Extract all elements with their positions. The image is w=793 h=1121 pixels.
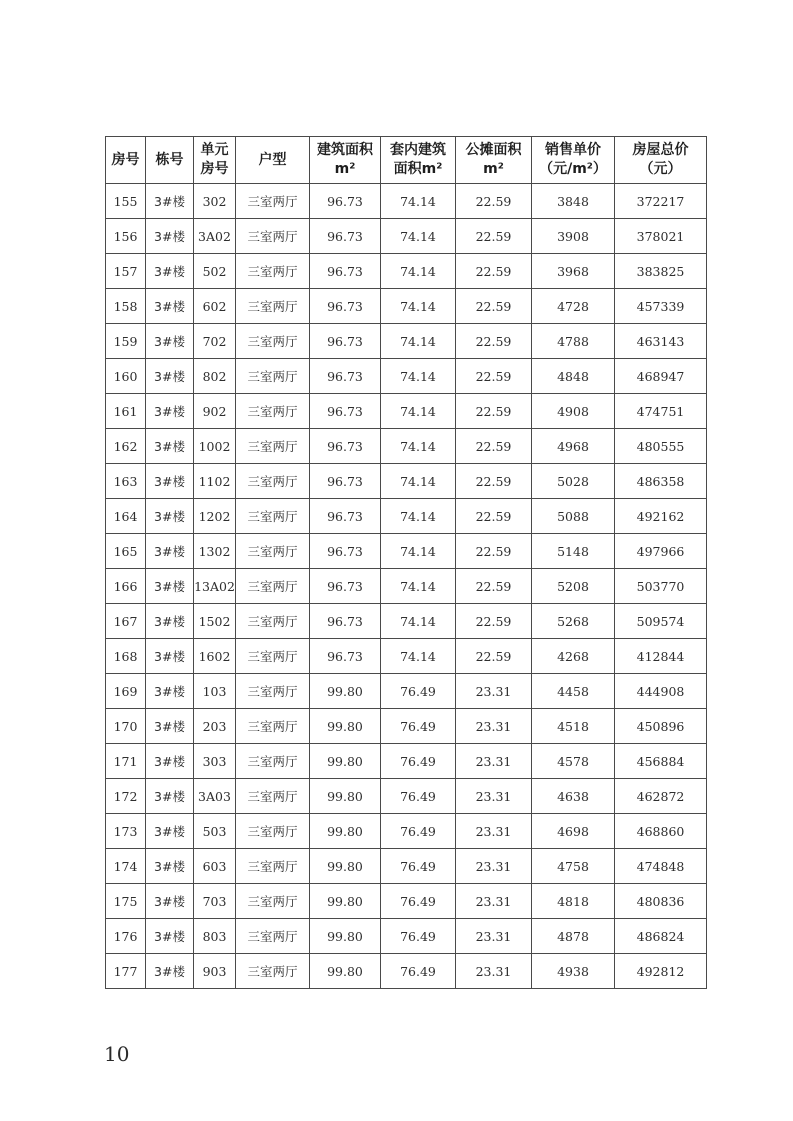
cell-building-number: 3#楼 xyxy=(146,289,194,324)
cell-room-number: 172 xyxy=(106,779,146,814)
cell-total-price: 480836 xyxy=(615,884,707,919)
cell-total-price: 468947 xyxy=(615,359,707,394)
cell-shared-area: 22.59 xyxy=(456,324,532,359)
cell-room-number: 162 xyxy=(106,429,146,464)
cell-shared-area: 22.59 xyxy=(456,219,532,254)
cell-total-price: 468860 xyxy=(615,814,707,849)
cell-interior-area: 74.14 xyxy=(381,429,456,464)
cell-shared-area: 22.59 xyxy=(456,289,532,324)
cell-unit-price: 4818 xyxy=(532,884,615,919)
cell-unit-room-number: 1002 xyxy=(194,429,236,464)
cell-unit-price: 4518 xyxy=(532,709,615,744)
cell-shared-area: 23.31 xyxy=(456,779,532,814)
cell-unit-price: 4788 xyxy=(532,324,615,359)
table-row xyxy=(106,919,707,954)
table-row xyxy=(106,289,707,324)
table-row xyxy=(106,429,707,464)
cell-total-price: 492812 xyxy=(615,954,707,989)
cell-building-area: 99.80 xyxy=(310,674,381,709)
cell-interior-area: 76.49 xyxy=(381,674,456,709)
cell-building-area: 96.73 xyxy=(310,534,381,569)
cell-layout: 三室两厅 xyxy=(236,359,310,394)
cell-room-number: 159 xyxy=(106,324,146,359)
cell-room-number: 170 xyxy=(106,709,146,744)
table-row xyxy=(106,674,707,709)
cell-shared-area: 22.59 xyxy=(456,254,532,289)
cell-interior-area: 76.49 xyxy=(381,744,456,779)
cell-room-number: 175 xyxy=(106,884,146,919)
cell-unit-price: 4458 xyxy=(532,674,615,709)
column-header-line: 单元 xyxy=(200,142,229,158)
cell-total-price: 474751 xyxy=(615,394,707,429)
cell-unit-price: 4268 xyxy=(532,639,615,674)
cell-building-area: 99.80 xyxy=(310,744,381,779)
cell-unit-price: 3908 xyxy=(532,219,615,254)
cell-interior-area: 76.49 xyxy=(381,814,456,849)
cell-unit-room-number: 103 xyxy=(194,674,236,709)
table-row xyxy=(106,954,707,989)
cell-total-price: 456884 xyxy=(615,744,707,779)
cell-building-number: 3#楼 xyxy=(146,464,194,499)
column-header-line: m² xyxy=(483,161,504,177)
column-header-line: 面积m² xyxy=(393,161,443,177)
table-row xyxy=(106,569,707,604)
cell-building-area: 99.80 xyxy=(310,954,381,989)
cell-unit-room-number: 13A02 xyxy=(194,569,236,604)
cell-unit-price: 4968 xyxy=(532,429,615,464)
cell-building-number: 3#楼 xyxy=(146,919,194,954)
header-layout xyxy=(236,137,310,184)
cell-room-number: 166 xyxy=(106,569,146,604)
cell-room-number: 176 xyxy=(106,919,146,954)
cell-unit-room-number: 1602 xyxy=(194,639,236,674)
table-row xyxy=(106,184,707,219)
column-header-line: （元/m²） xyxy=(539,161,607,177)
page-number: 10 xyxy=(104,1042,130,1066)
cell-building-area: 96.73 xyxy=(310,569,381,604)
cell-interior-area: 74.14 xyxy=(381,184,456,219)
cell-room-number: 167 xyxy=(106,604,146,639)
cell-layout: 三室两厅 xyxy=(236,849,310,884)
cell-room-number: 174 xyxy=(106,849,146,884)
cell-layout: 三室两厅 xyxy=(236,324,310,359)
cell-interior-area: 76.49 xyxy=(381,849,456,884)
cell-unit-room-number: 703 xyxy=(194,884,236,919)
cell-interior-area: 74.14 xyxy=(381,394,456,429)
cell-interior-area: 74.14 xyxy=(381,569,456,604)
cell-unit-price: 4848 xyxy=(532,359,615,394)
cell-building-area: 99.80 xyxy=(310,779,381,814)
cell-building-area: 96.73 xyxy=(310,639,381,674)
cell-unit-price: 5208 xyxy=(532,569,615,604)
cell-interior-area: 74.14 xyxy=(381,219,456,254)
cell-layout: 三室两厅 xyxy=(236,289,310,324)
cell-shared-area: 22.59 xyxy=(456,569,532,604)
cell-unit-room-number: 502 xyxy=(194,254,236,289)
header-room-number xyxy=(106,137,146,184)
cell-room-number: 161 xyxy=(106,394,146,429)
cell-unit-room-number: 203 xyxy=(194,709,236,744)
cell-interior-area: 74.14 xyxy=(381,534,456,569)
cell-unit-room-number: 1502 xyxy=(194,604,236,639)
cell-building-number: 3#楼 xyxy=(146,324,194,359)
cell-total-price: 450896 xyxy=(615,709,707,744)
cell-total-price: 509574 xyxy=(615,604,707,639)
cell-building-area: 96.73 xyxy=(310,394,381,429)
cell-shared-area: 23.31 xyxy=(456,674,532,709)
cell-room-number: 158 xyxy=(106,289,146,324)
cell-unit-room-number: 903 xyxy=(194,954,236,989)
cell-building-number: 3#楼 xyxy=(146,219,194,254)
cell-total-price: 372217 xyxy=(615,184,707,219)
table-row xyxy=(106,254,707,289)
cell-unit-room-number: 602 xyxy=(194,289,236,324)
cell-unit-price: 4938 xyxy=(532,954,615,989)
cell-unit-price: 4698 xyxy=(532,814,615,849)
cell-layout: 三室两厅 xyxy=(236,919,310,954)
header-unit-price xyxy=(532,137,615,184)
cell-layout: 三室两厅 xyxy=(236,814,310,849)
cell-building-number: 3#楼 xyxy=(146,709,194,744)
cell-shared-area: 22.59 xyxy=(456,429,532,464)
cell-building-number: 3#楼 xyxy=(146,534,194,569)
cell-unit-price: 3968 xyxy=(532,254,615,289)
cell-total-price: 457339 xyxy=(615,289,707,324)
cell-interior-area: 76.49 xyxy=(381,709,456,744)
cell-building-number: 3#楼 xyxy=(146,639,194,674)
cell-layout: 三室两厅 xyxy=(236,219,310,254)
cell-interior-area: 74.14 xyxy=(381,464,456,499)
cell-shared-area: 22.59 xyxy=(456,499,532,534)
cell-building-number: 3#楼 xyxy=(146,499,194,534)
cell-building-area: 99.80 xyxy=(310,709,381,744)
cell-interior-area: 74.14 xyxy=(381,359,456,394)
cell-total-price: 444908 xyxy=(615,674,707,709)
table-row xyxy=(106,744,707,779)
table-body xyxy=(106,184,707,989)
header-shared-area xyxy=(456,137,532,184)
column-header-line: 销售单价 xyxy=(545,142,601,158)
cell-unit-room-number: 702 xyxy=(194,324,236,359)
table-row xyxy=(106,849,707,884)
cell-interior-area: 76.49 xyxy=(381,884,456,919)
table-row xyxy=(106,814,707,849)
cell-room-number: 160 xyxy=(106,359,146,394)
cell-total-price: 503770 xyxy=(615,569,707,604)
cell-layout: 三室两厅 xyxy=(236,184,310,219)
cell-total-price: 383825 xyxy=(615,254,707,289)
cell-shared-area: 22.59 xyxy=(456,464,532,499)
cell-unit-room-number: 1102 xyxy=(194,464,236,499)
cell-room-number: 169 xyxy=(106,674,146,709)
housing-price-table xyxy=(105,136,707,989)
cell-shared-area: 23.31 xyxy=(456,814,532,849)
cell-layout: 三室两厅 xyxy=(236,394,310,429)
cell-shared-area: 22.59 xyxy=(456,639,532,674)
cell-room-number: 155 xyxy=(106,184,146,219)
table-row xyxy=(106,884,707,919)
column-header-line: 房屋总价 xyxy=(632,142,689,158)
cell-layout: 三室两厅 xyxy=(236,604,310,639)
header-unit-room-number xyxy=(194,137,236,184)
cell-total-price: 462872 xyxy=(615,779,707,814)
cell-layout: 三室两厅 xyxy=(236,709,310,744)
table-row xyxy=(106,779,707,814)
cell-total-price: 497966 xyxy=(615,534,707,569)
table-row xyxy=(106,639,707,674)
cell-total-price: 492162 xyxy=(615,499,707,534)
cell-building-area: 96.73 xyxy=(310,219,381,254)
table-row xyxy=(106,604,707,639)
cell-building-number: 3#楼 xyxy=(146,814,194,849)
cell-total-price: 463143 xyxy=(615,324,707,359)
cell-shared-area: 23.31 xyxy=(456,849,532,884)
cell-building-number: 3#楼 xyxy=(146,779,194,814)
cell-building-area: 96.73 xyxy=(310,464,381,499)
cell-building-number: 3#楼 xyxy=(146,184,194,219)
cell-building-area: 96.73 xyxy=(310,184,381,219)
cell-unit-price: 5148 xyxy=(532,534,615,569)
cell-total-price: 486824 xyxy=(615,919,707,954)
cell-interior-area: 76.49 xyxy=(381,779,456,814)
table-row xyxy=(106,394,707,429)
cell-building-area: 96.73 xyxy=(310,289,381,324)
cell-room-number: 177 xyxy=(106,954,146,989)
cell-layout: 三室两厅 xyxy=(236,954,310,989)
cell-unit-price: 4908 xyxy=(532,394,615,429)
cell-layout: 三室两厅 xyxy=(236,429,310,464)
cell-building-number: 3#楼 xyxy=(146,569,194,604)
cell-room-number: 171 xyxy=(106,744,146,779)
cell-building-area: 99.80 xyxy=(310,849,381,884)
table-row xyxy=(106,499,707,534)
cell-layout: 三室两厅 xyxy=(236,744,310,779)
cell-unit-room-number: 803 xyxy=(194,919,236,954)
cell-unit-room-number: 802 xyxy=(194,359,236,394)
cell-shared-area: 22.59 xyxy=(456,534,532,569)
cell-shared-area: 23.31 xyxy=(456,884,532,919)
cell-room-number: 156 xyxy=(106,219,146,254)
cell-room-number: 157 xyxy=(106,254,146,289)
cell-building-area: 96.73 xyxy=(310,254,381,289)
cell-shared-area: 23.31 xyxy=(456,744,532,779)
cell-building-area: 99.80 xyxy=(310,919,381,954)
cell-unit-price: 4638 xyxy=(532,779,615,814)
cell-interior-area: 74.14 xyxy=(381,289,456,324)
cell-shared-area: 22.59 xyxy=(456,604,532,639)
table-row xyxy=(106,709,707,744)
cell-building-number: 3#楼 xyxy=(146,884,194,919)
column-header-line: 户型 xyxy=(258,151,287,168)
cell-interior-area: 76.49 xyxy=(381,954,456,989)
cell-total-price: 378021 xyxy=(615,219,707,254)
cell-unit-price: 3848 xyxy=(532,184,615,219)
cell-building-area: 96.73 xyxy=(310,429,381,464)
cell-building-area: 96.73 xyxy=(310,359,381,394)
table-row xyxy=(106,324,707,359)
cell-building-area: 96.73 xyxy=(310,499,381,534)
cell-building-number: 3#楼 xyxy=(146,954,194,989)
cell-layout: 三室两厅 xyxy=(236,534,310,569)
cell-unit-room-number: 503 xyxy=(194,814,236,849)
cell-unit-price: 4878 xyxy=(532,919,615,954)
cell-layout: 三室两厅 xyxy=(236,254,310,289)
cell-shared-area: 23.31 xyxy=(456,954,532,989)
cell-building-area: 99.80 xyxy=(310,814,381,849)
cell-shared-area: 22.59 xyxy=(456,184,532,219)
header-building-area xyxy=(310,137,381,184)
cell-interior-area: 74.14 xyxy=(381,604,456,639)
cell-building-number: 3#楼 xyxy=(146,674,194,709)
cell-interior-area: 74.14 xyxy=(381,639,456,674)
table-row xyxy=(106,534,707,569)
cell-interior-area: 74.14 xyxy=(381,324,456,359)
cell-unit-room-number: 3A02 xyxy=(194,219,236,254)
cell-shared-area: 22.59 xyxy=(456,394,532,429)
cell-total-price: 480555 xyxy=(615,429,707,464)
cell-building-area: 96.73 xyxy=(310,324,381,359)
cell-unit-price: 5028 xyxy=(532,464,615,499)
cell-interior-area: 74.14 xyxy=(381,499,456,534)
cell-unit-price: 4578 xyxy=(532,744,615,779)
cell-layout: 三室两厅 xyxy=(236,464,310,499)
cell-unit-room-number: 603 xyxy=(194,849,236,884)
cell-unit-room-number: 1302 xyxy=(194,534,236,569)
cell-building-area: 99.80 xyxy=(310,884,381,919)
cell-building-number: 3#楼 xyxy=(146,604,194,639)
cell-unit-room-number: 3A03 xyxy=(194,779,236,814)
cell-total-price: 412844 xyxy=(615,639,707,674)
cell-building-number: 3#楼 xyxy=(146,429,194,464)
header-total-price xyxy=(615,137,707,184)
cell-room-number: 173 xyxy=(106,814,146,849)
header-building-number xyxy=(146,137,194,184)
cell-layout: 三室两厅 xyxy=(236,569,310,604)
cell-unit-room-number: 302 xyxy=(194,184,236,219)
cell-layout: 三室两厅 xyxy=(236,884,310,919)
cell-unit-price: 5268 xyxy=(532,604,615,639)
cell-building-number: 3#楼 xyxy=(146,849,194,884)
cell-building-number: 3#楼 xyxy=(146,744,194,779)
column-header-line: 房号 xyxy=(200,161,229,177)
cell-total-price: 486358 xyxy=(615,464,707,499)
column-header-line: （元） xyxy=(639,161,682,177)
cell-room-number: 163 xyxy=(106,464,146,499)
table-row xyxy=(106,464,707,499)
column-header-line: m² xyxy=(334,161,356,177)
cell-room-number: 164 xyxy=(106,499,146,534)
column-header-line: 房号 xyxy=(111,151,140,168)
column-header-line: 公摊面积 xyxy=(465,142,522,158)
cell-layout: 三室两厅 xyxy=(236,674,310,709)
cell-interior-area: 76.49 xyxy=(381,919,456,954)
table-row xyxy=(106,359,707,394)
cell-room-number: 165 xyxy=(106,534,146,569)
table-header xyxy=(106,137,707,184)
cell-unit-price: 4728 xyxy=(532,289,615,324)
table-row xyxy=(106,219,707,254)
column-header-line: 建筑面积 xyxy=(317,142,373,158)
cell-unit-room-number: 1202 xyxy=(194,499,236,534)
cell-total-price: 474848 xyxy=(615,849,707,884)
cell-unit-price: 5088 xyxy=(532,499,615,534)
cell-shared-area: 22.59 xyxy=(456,359,532,394)
table-header-row xyxy=(106,137,707,184)
cell-unit-room-number: 303 xyxy=(194,744,236,779)
cell-building-number: 3#楼 xyxy=(146,394,194,429)
cell-unit-room-number: 902 xyxy=(194,394,236,429)
cell-shared-area: 23.31 xyxy=(456,709,532,744)
cell-building-number: 3#楼 xyxy=(146,359,194,394)
cell-building-number: 3#楼 xyxy=(146,254,194,289)
cell-room-number: 168 xyxy=(106,639,146,674)
column-header-line: 栋号 xyxy=(155,151,184,168)
cell-interior-area: 74.14 xyxy=(381,254,456,289)
cell-layout: 三室两厅 xyxy=(236,639,310,674)
cell-layout: 三室两厅 xyxy=(236,779,310,814)
cell-layout: 三室两厅 xyxy=(236,499,310,534)
cell-shared-area: 23.31 xyxy=(456,919,532,954)
column-header-line: 套内建筑 xyxy=(390,142,446,158)
header-interior-area xyxy=(381,137,456,184)
cell-unit-price: 4758 xyxy=(532,849,615,884)
cell-building-area: 96.73 xyxy=(310,604,381,639)
